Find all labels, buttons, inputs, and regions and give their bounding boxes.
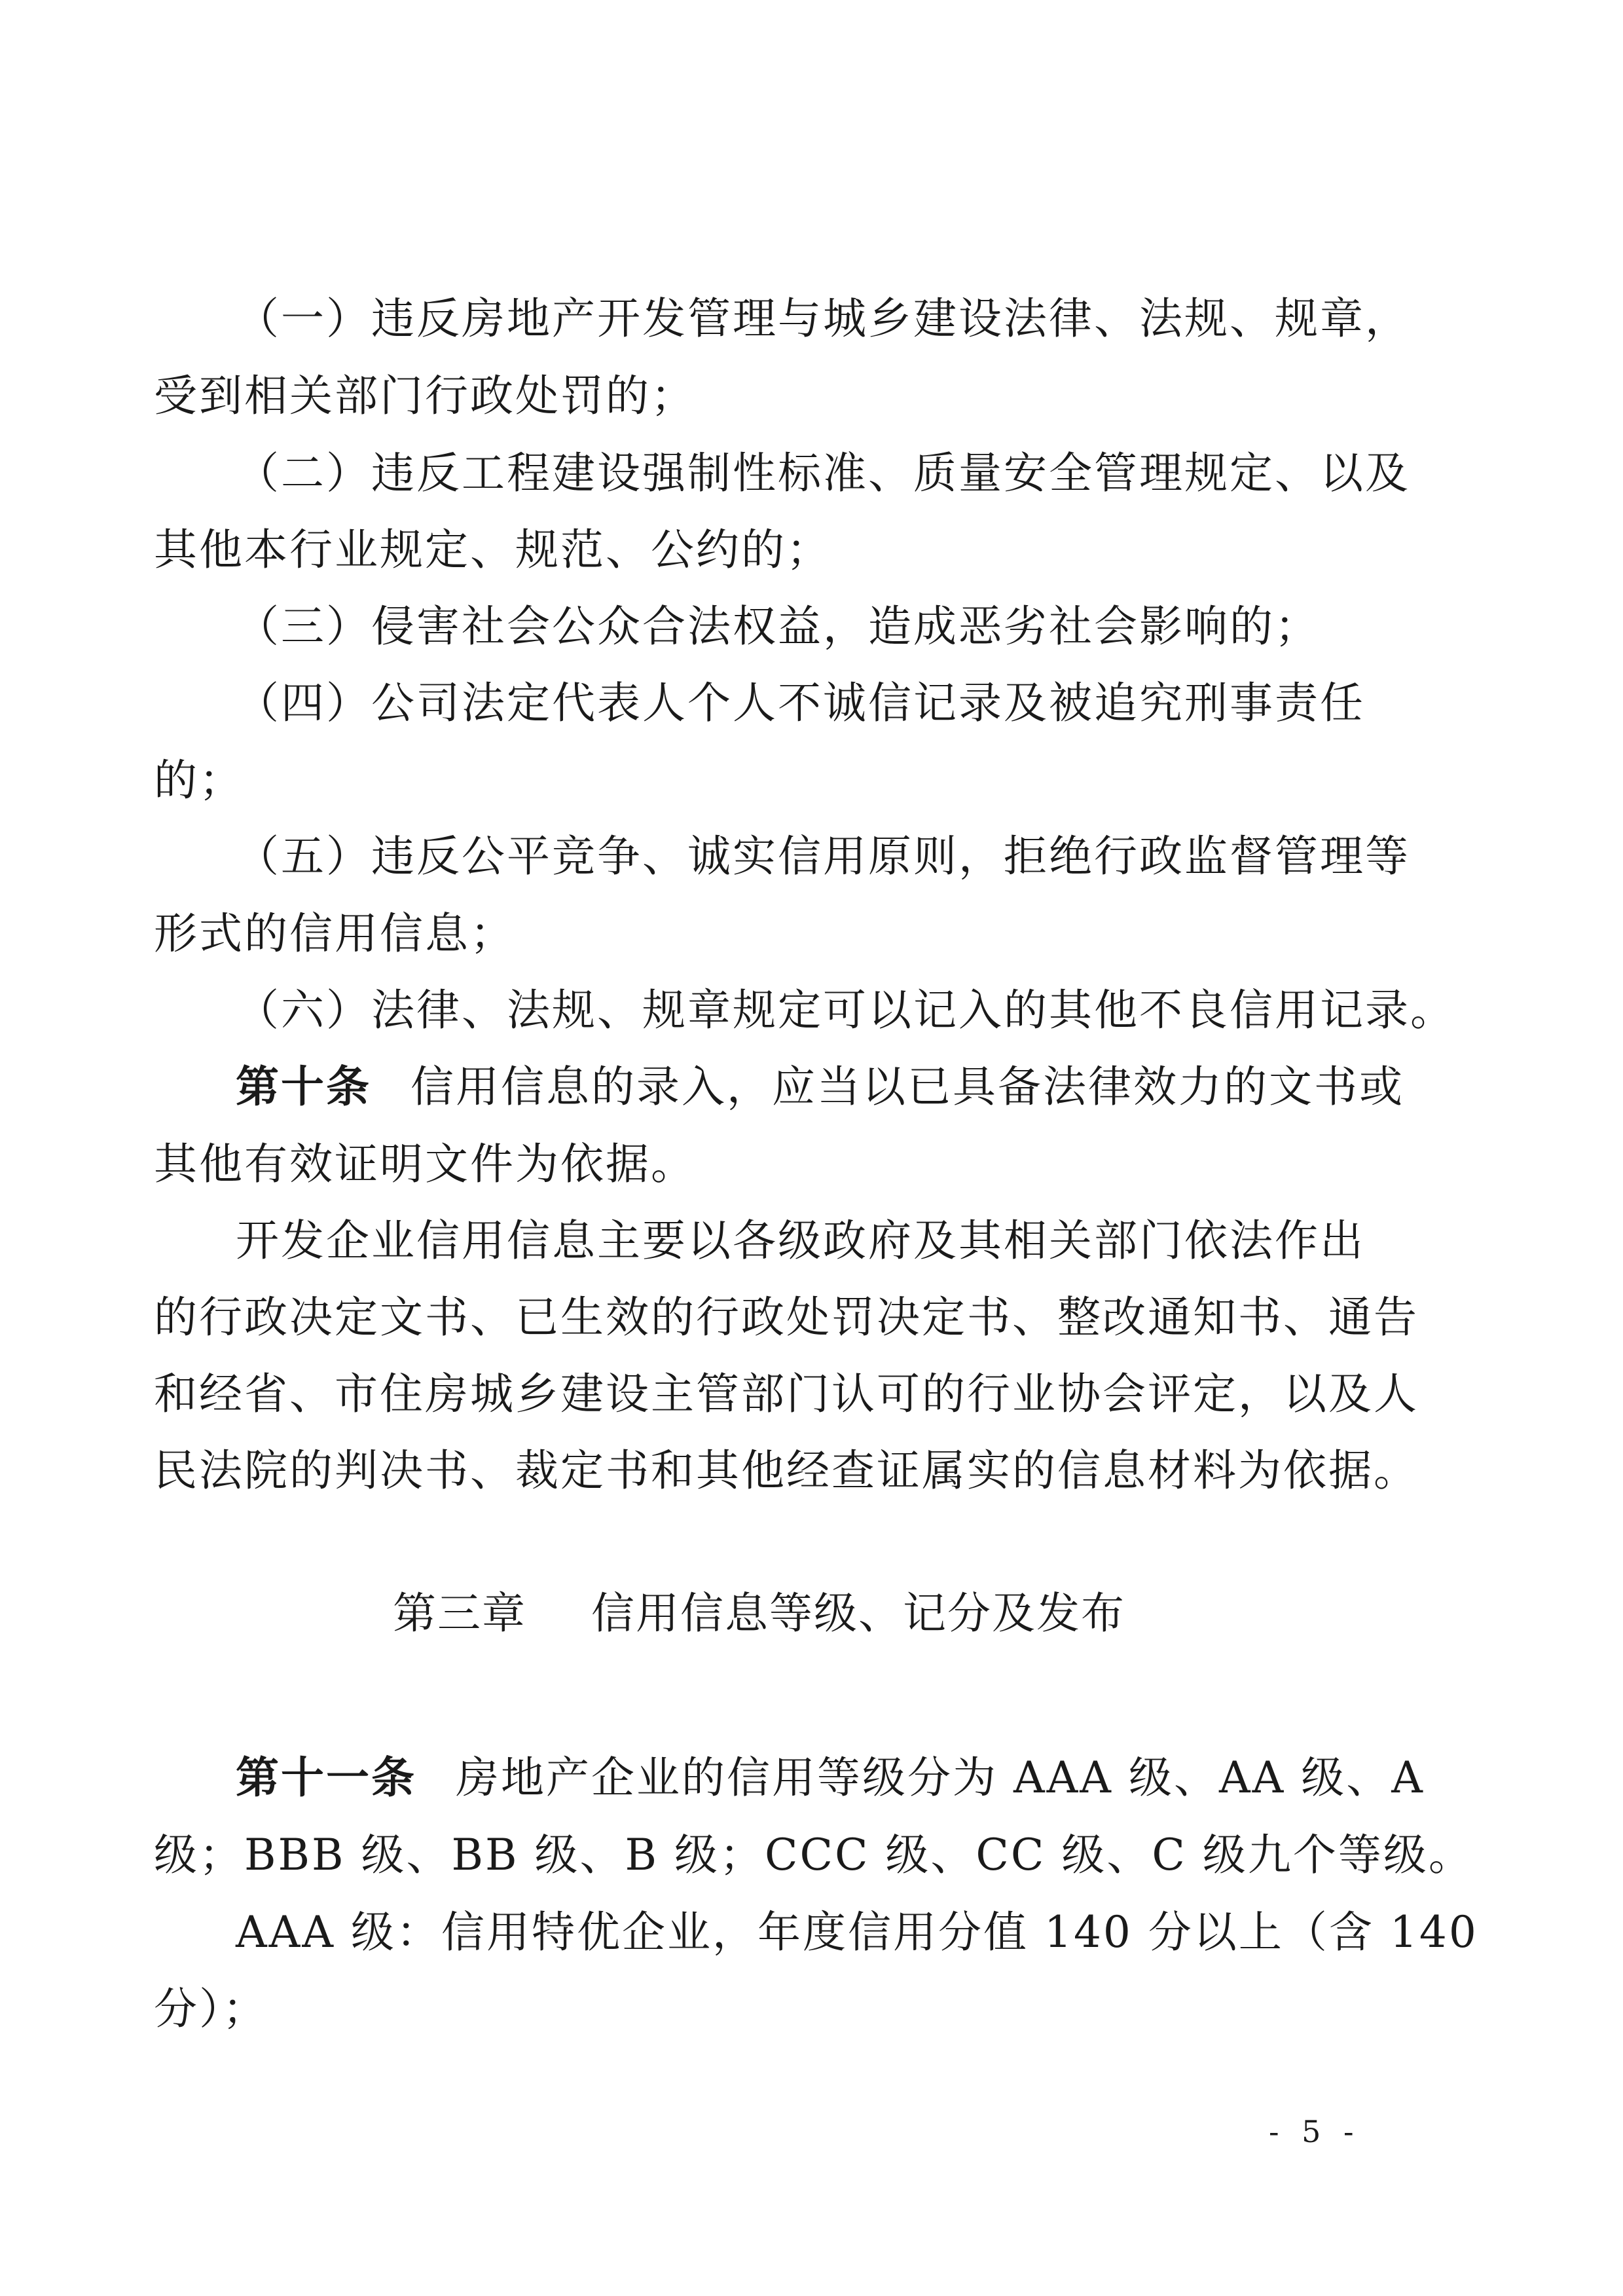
article-10-label: 第十条 xyxy=(236,1062,371,1112)
clause-4-line-2: 的； xyxy=(154,755,244,805)
article-10-line-2: 其他有效证明文件为依据。 xyxy=(154,1139,696,1189)
clause-5-line-1: （五）违反公平竞争、诚实信用原则，拒绝行政监督管理等 xyxy=(236,831,1410,881)
article-11-text: 房地产企业的信用等级分为 AAA 级、AA 级、A xyxy=(456,1752,1425,1803)
grade-aaa-line-2: 分）； xyxy=(154,1984,268,2034)
paragraph-line-4: 民法院的判决书、裁定书和其他经查证属实的信息材料为依据。 xyxy=(154,1445,1419,1496)
clause-4-line-1: （四）公司法定代表人个人不诚信记录及被追究刑事责任 xyxy=(236,678,1365,728)
page-number: - 5 - xyxy=(1269,2114,1360,2149)
article-11-label: 第十一条 xyxy=(236,1752,416,1803)
clause-1-line-1: （一）违反房地产开发管理与城乡建设法律、法规、规章， xyxy=(236,293,1410,344)
clause-2-line-1: （二）违反工程建设强制性标准、质量安全管理规定、以及 xyxy=(236,448,1410,498)
clause-1-line-2: 受到相关部门行政处罚的； xyxy=(154,371,696,421)
paragraph-line-3: 和经省、市住房城乡建设主管部门认可的行业协会评定，以及人 xyxy=(154,1369,1419,1419)
clause-5-line-2: 形式的信用信息； xyxy=(154,908,515,959)
article-10-line-1 xyxy=(236,1061,1404,1113)
clause-6-line-1: （六）法律、法规、规章规定可以记入的其他不良信用记录。 xyxy=(236,985,1455,1035)
paragraph-line-2: 的行政决定文书、已生效的行政处罚决定书、整改通知书、通告 xyxy=(154,1292,1419,1342)
clause-2-line-2: 其他本行业规定、规范、公约的； xyxy=(154,525,831,575)
clause-3-line-1: （三）侵害社会公众合法权益，造成恶劣社会影响的； xyxy=(236,601,1320,652)
article-11-line-1 xyxy=(236,1752,1425,1804)
paragraph-line-1: 开发企业信用信息主要以各级政府及其相关部门依法作出 xyxy=(236,1215,1365,1266)
grade-aaa-line-1: AAA 级：信用特优企业，年度信用分值 140 分以上（含 140 xyxy=(236,1907,1478,1957)
article-10-text: 信用信息的录入，应当以已具备法律效力的文书或 xyxy=(410,1062,1404,1112)
chapter-number-text: 第三章 xyxy=(393,1588,526,1639)
article-11-line-2: 级；BBB 级、BB 级、B 级；CCC 级、CC 级、C 级九个等级。 xyxy=(154,1830,1474,1880)
chapter-title: 信用信息等级、记分及发布 xyxy=(591,1588,1125,1639)
